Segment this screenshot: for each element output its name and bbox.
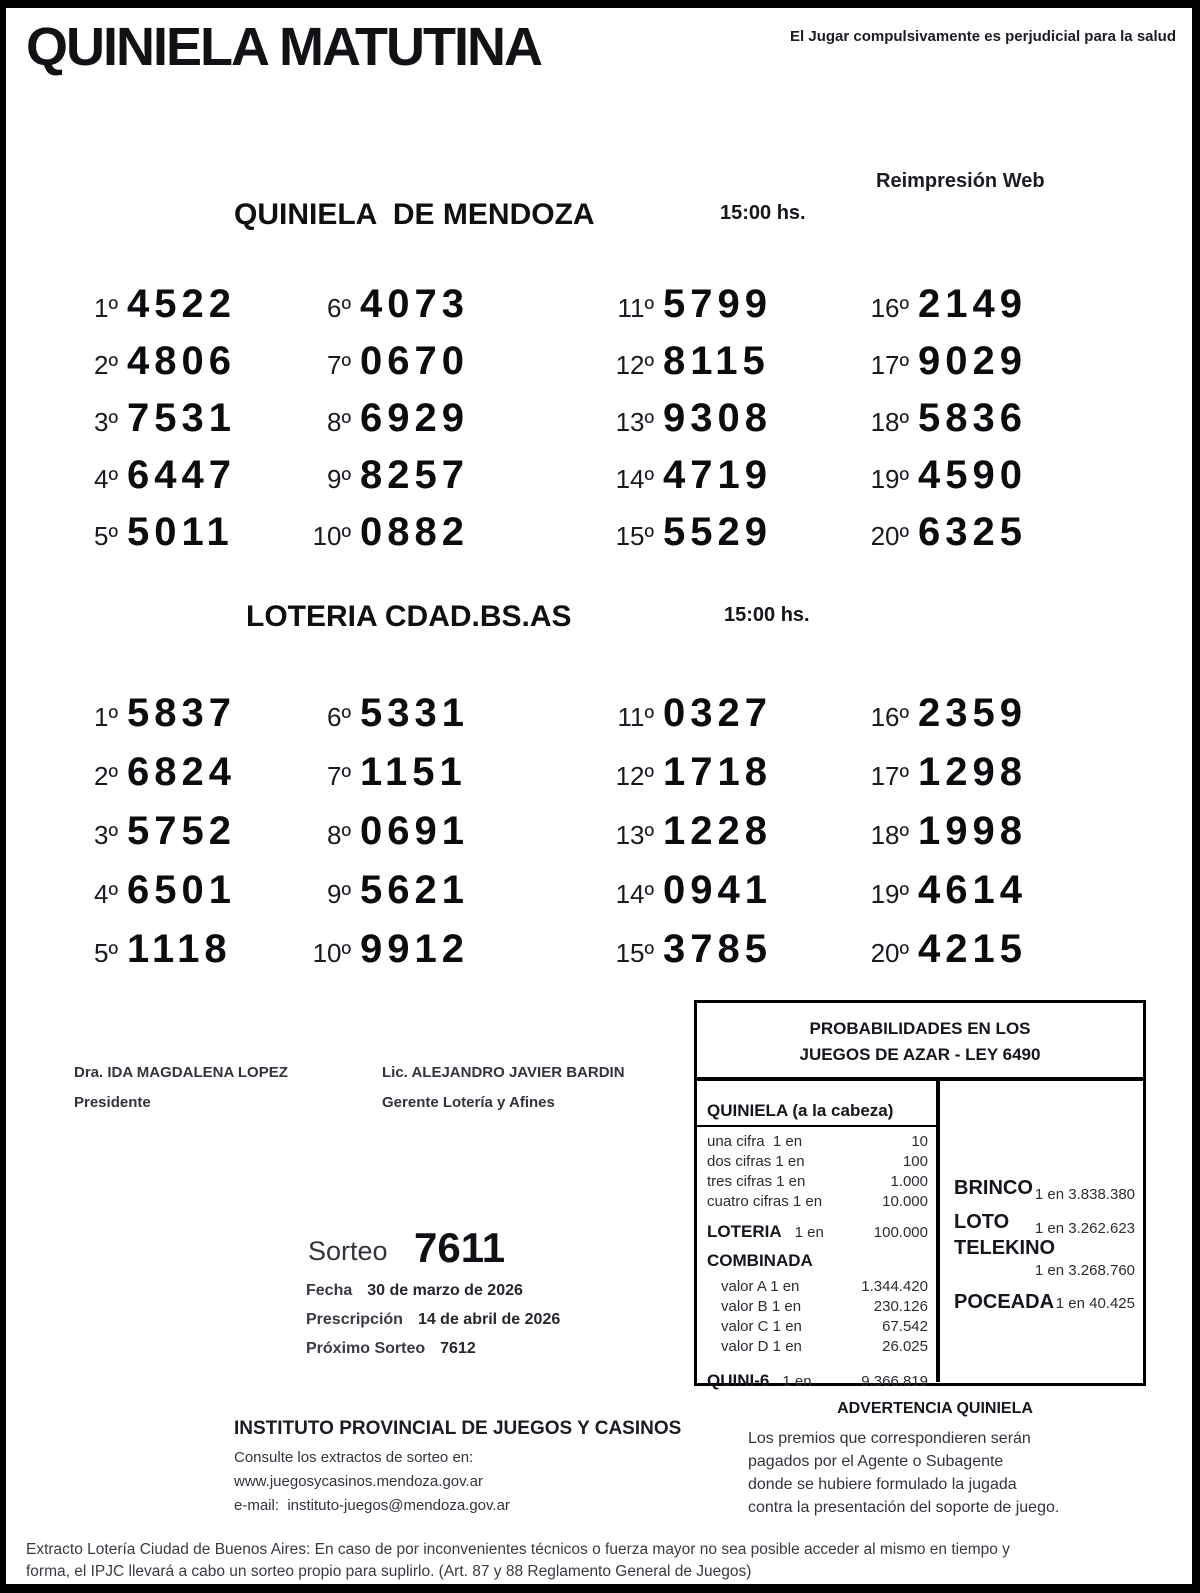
footer-line2: forma, el IPJC llevará a cabo un sorteo propio para suplirlo. (Art. 87 y 88 Reglamento General de Juegos) bbox=[26, 1563, 752, 1580]
loto-value: 1 en 3.262.623 bbox=[1034, 1220, 1135, 1237]
result-cell bbox=[295, 809, 598, 854]
result-position: 4º bbox=[94, 464, 118, 494]
institute-website: www.juegosycasinos.mendoza.gov.ar bbox=[234, 1473, 484, 1490]
result-position: 16º bbox=[870, 702, 909, 732]
advertencia-line: donde se hubiere formulado la jugada bbox=[748, 1476, 1017, 1493]
telekino-prob-row bbox=[954, 1237, 1135, 1260]
result-cell bbox=[295, 396, 598, 441]
result-cell bbox=[295, 339, 598, 384]
result-position: 19º bbox=[870, 464, 909, 494]
prob-row bbox=[707, 1277, 928, 1297]
prob-row-label: valor C 1 en bbox=[721, 1318, 802, 1335]
result-cell bbox=[598, 339, 853, 384]
result-position: 5º bbox=[94, 521, 118, 551]
institute-name: INSTITUTO PROVINCIAL DE JUEGOS Y CASINOS bbox=[234, 1418, 682, 1439]
probabilities-left-column bbox=[697, 1081, 940, 1390]
institute-consult-line: Consulte los extractos de sorteo en: bbox=[234, 1449, 474, 1466]
result-position: 8º bbox=[327, 820, 351, 850]
result-cell bbox=[853, 809, 1152, 854]
prob-row-label: tres cifras 1 en bbox=[707, 1173, 806, 1190]
result-cell bbox=[295, 510, 598, 555]
loto-prob-row bbox=[954, 1211, 1135, 1237]
result-position: 11º bbox=[617, 293, 654, 323]
probabilities-title bbox=[697, 1003, 1143, 1081]
brinco-label: BRINCO bbox=[954, 1177, 1033, 1199]
signature-role-president: Presidente bbox=[74, 1094, 151, 1111]
result-cell bbox=[62, 809, 295, 854]
footer-note bbox=[26, 1539, 1010, 1583]
quini6-label: QUINI-6 bbox=[707, 1371, 770, 1390]
result-position: 2º bbox=[94, 350, 118, 380]
result-cell bbox=[853, 691, 1152, 736]
result-position: 20º bbox=[870, 521, 909, 551]
result-cell bbox=[598, 927, 853, 972]
telekino-value: 1 en 3.268.760 bbox=[1034, 1262, 1135, 1279]
advertencia-title: ADVERTENCIA QUINIELA bbox=[837, 1400, 1033, 1417]
result-cell bbox=[853, 282, 1152, 327]
combinada-header: COMBINADA bbox=[707, 1251, 813, 1270]
result-cell bbox=[598, 396, 853, 441]
health-warning: El Jugar compulsivamente es perjudicial para la salud bbox=[790, 28, 1176, 45]
result-cell bbox=[598, 750, 853, 795]
result-number: 5799 bbox=[663, 282, 772, 326]
result-position: 1º bbox=[94, 293, 118, 323]
probabilities-right-column bbox=[940, 1081, 1143, 1382]
result-cell bbox=[598, 868, 853, 913]
advertencia-line: Los premios que correspondieren serán bbox=[748, 1430, 1031, 1447]
result-cell bbox=[295, 453, 598, 498]
loteria-mid: 1 en bbox=[794, 1224, 824, 1241]
prob-row-value: 10.000 bbox=[882, 1193, 928, 1210]
result-position: 5º bbox=[94, 938, 118, 968]
prescripcion-value: 14 de abril de 2026 bbox=[417, 1311, 561, 1328]
draw-time-bsas: 15:00 hs. bbox=[724, 604, 810, 626]
result-number: 7531 bbox=[127, 396, 236, 440]
result-number: 4614 bbox=[918, 868, 1027, 912]
draw-title-bsas: LOTERIA CDAD.BS.AS bbox=[246, 600, 572, 633]
prob-row-value: 1.344.420 bbox=[861, 1278, 928, 1295]
result-number: 0670 bbox=[360, 339, 469, 383]
result-position: 16º bbox=[870, 293, 909, 323]
result-cell bbox=[598, 282, 853, 327]
result-position: 13º bbox=[615, 407, 654, 437]
quini6-prob-row bbox=[707, 1371, 928, 1392]
result-cell bbox=[62, 750, 295, 795]
draw-time-mendoza: 15:00 hs. bbox=[720, 202, 806, 224]
result-position: 1º bbox=[94, 702, 118, 732]
result-cell bbox=[62, 691, 295, 736]
result-position: 9º bbox=[327, 464, 351, 494]
result-number: 6447 bbox=[127, 453, 236, 497]
result-number: 8115 bbox=[663, 339, 770, 383]
loto-label: LOTO bbox=[954, 1211, 1010, 1233]
proximo-sorteo-row bbox=[306, 1340, 476, 1358]
result-position: 3º bbox=[94, 820, 118, 850]
result-number: 4806 bbox=[127, 339, 236, 383]
signature-role-manager: Gerente Lotería y Afines bbox=[382, 1094, 555, 1111]
result-position: 15º bbox=[615, 521, 654, 551]
result-cell bbox=[62, 282, 295, 327]
footer-line1: Extracto Lotería Ciudad de Buenos Aires: En caso de por inconvenientes técnicos o fuerza mayor no sea posible acceder al mismo en tiempo y bbox=[26, 1541, 1010, 1558]
poceada-prob-row bbox=[954, 1291, 1135, 1314]
result-number: 4522 bbox=[127, 282, 236, 326]
signature-name-manager: Lic. ALEJANDRO JAVIER BARDIN bbox=[382, 1064, 625, 1081]
result-number: 0691 bbox=[360, 809, 469, 853]
result-number: 1118 bbox=[127, 927, 232, 971]
result-number: 4719 bbox=[663, 453, 772, 497]
result-number: 2359 bbox=[918, 691, 1027, 735]
result-number: 2149 bbox=[918, 282, 1027, 326]
result-position: 6º bbox=[327, 293, 351, 323]
quini6-value: 9.366.819 bbox=[861, 1373, 928, 1390]
fecha-label: Fecha bbox=[306, 1282, 353, 1299]
result-number: 4215 bbox=[918, 927, 1027, 971]
result-number: 1151 bbox=[360, 750, 467, 794]
result-position: 2º bbox=[94, 761, 118, 791]
result-cell bbox=[62, 868, 295, 913]
result-number: 5836 bbox=[918, 396, 1027, 440]
advertencia-line: pagados por el Agente o Subagente bbox=[748, 1453, 1004, 1470]
result-cell bbox=[853, 453, 1152, 498]
advertencia-line: contra la presentación del soporte de juego. bbox=[748, 1499, 1060, 1516]
prob-row-value: 26.025 bbox=[882, 1338, 928, 1355]
prob-row bbox=[707, 1297, 928, 1317]
result-number: 6824 bbox=[127, 750, 236, 794]
result-number: 9308 bbox=[663, 396, 772, 440]
brinco-prob-row bbox=[954, 1177, 1135, 1203]
result-number: 1718 bbox=[663, 750, 772, 794]
prob-row bbox=[707, 1337, 928, 1357]
result-cell bbox=[853, 868, 1152, 913]
result-cell bbox=[295, 691, 598, 736]
result-cell bbox=[62, 927, 295, 972]
prob-row bbox=[707, 1152, 928, 1172]
result-cell bbox=[598, 809, 853, 854]
prescripcion-row bbox=[306, 1311, 560, 1329]
result-position: 11º bbox=[617, 702, 654, 732]
quiniela-prob-divider bbox=[697, 1125, 936, 1127]
prob-row bbox=[707, 1317, 928, 1337]
result-position: 14º bbox=[615, 879, 654, 909]
result-position: 13º bbox=[615, 820, 654, 850]
result-number: 5621 bbox=[360, 868, 469, 912]
prob-row-label: valor D 1 en bbox=[721, 1338, 802, 1355]
institute-block bbox=[234, 1418, 681, 1521]
result-cell bbox=[62, 510, 295, 555]
probabilities-box bbox=[694, 1000, 1146, 1390]
probabilities-title-line1: PROBABILIDADES EN LOS bbox=[809, 1019, 1031, 1038]
result-position: 15º bbox=[615, 938, 654, 968]
proximo-sorteo-label: Próximo Sorteo bbox=[306, 1340, 426, 1357]
prob-row-value: 67.542 bbox=[882, 1318, 928, 1335]
prob-row bbox=[707, 1172, 928, 1192]
loteria-prob-row bbox=[707, 1222, 928, 1243]
result-cell bbox=[598, 510, 853, 555]
result-position: 10º bbox=[312, 938, 351, 968]
result-number: 6929 bbox=[360, 396, 469, 440]
result-number: 8257 bbox=[360, 453, 469, 497]
result-number: 9912 bbox=[360, 927, 469, 971]
result-position: 3º bbox=[94, 407, 118, 437]
prob-row-value: 10 bbox=[911, 1133, 928, 1150]
fecha-value: 30 de marzo de 2026 bbox=[367, 1282, 523, 1299]
sorteo-number: 7611 bbox=[414, 1224, 506, 1271]
result-position: 7º bbox=[327, 350, 351, 380]
result-cell bbox=[62, 396, 295, 441]
result-cell bbox=[295, 750, 598, 795]
result-position: 9º bbox=[327, 879, 351, 909]
results-grid-mendoza bbox=[62, 276, 1152, 561]
result-number: 1298 bbox=[918, 750, 1027, 794]
result-cell bbox=[295, 868, 598, 913]
prob-row-label: valor A 1 en bbox=[721, 1278, 800, 1295]
result-position: 10º bbox=[312, 521, 351, 551]
result-cell bbox=[853, 339, 1152, 384]
reprint-label: Reimpresión Web bbox=[876, 170, 1045, 192]
result-number: 5011 bbox=[127, 510, 234, 554]
result-number: 9029 bbox=[918, 339, 1027, 383]
result-cell bbox=[853, 927, 1152, 972]
result-number: 5752 bbox=[127, 809, 236, 853]
result-cell bbox=[598, 453, 853, 498]
prob-row-label: una cifra 1 en bbox=[707, 1133, 803, 1150]
draw-title-mendoza: QUINIELA DE MENDOZA bbox=[234, 198, 595, 231]
result-number: 0327 bbox=[663, 691, 772, 735]
prescripcion-label: Prescripción bbox=[306, 1311, 403, 1328]
result-position: 4º bbox=[94, 879, 118, 909]
result-number: 1998 bbox=[918, 809, 1027, 853]
proximo-sorteo-value: 7612 bbox=[440, 1340, 476, 1357]
prob-row bbox=[707, 1192, 928, 1212]
result-cell bbox=[853, 750, 1152, 795]
result-number: 6501 bbox=[127, 868, 236, 912]
result-number: 1228 bbox=[663, 809, 772, 853]
sorteo-label: Sorteo bbox=[308, 1236, 388, 1266]
result-position: 20º bbox=[870, 938, 909, 968]
prob-row-value: 1.000 bbox=[890, 1173, 928, 1190]
result-position: 19º bbox=[870, 879, 909, 909]
result-position: 12º bbox=[615, 761, 654, 791]
loteria-value: 100.000 bbox=[873, 1224, 928, 1241]
prob-row bbox=[707, 1132, 928, 1152]
signature-name-president: Dra. IDA MAGDALENA LOPEZ bbox=[74, 1064, 288, 1081]
result-position: 6º bbox=[327, 702, 351, 732]
institute-email: e-mail: instituto-juegos@mendoza.gov.ar bbox=[234, 1497, 510, 1514]
result-cell bbox=[853, 396, 1152, 441]
prob-row-label: valor B 1 en bbox=[721, 1298, 802, 1315]
quiniela-prob-header: QUINIELA (a la cabeza) bbox=[707, 1101, 894, 1120]
result-position: 18º bbox=[870, 820, 909, 850]
result-position: 7º bbox=[327, 761, 351, 791]
advertencia-block bbox=[748, 1400, 1122, 1519]
brinco-value: 1 en 3.838.380 bbox=[1034, 1186, 1135, 1203]
result-number: 0941 bbox=[663, 868, 772, 912]
result-position: 14º bbox=[615, 464, 654, 494]
poceada-label: POCEADA bbox=[954, 1291, 1055, 1313]
result-position: 17º bbox=[870, 350, 909, 380]
result-number: 0882 bbox=[360, 510, 469, 554]
page-title: QUINIELA MATUTINA bbox=[26, 17, 541, 77]
result-cell bbox=[295, 282, 598, 327]
prob-row-label: cuatro cifras 1 en bbox=[707, 1193, 823, 1210]
result-position: 17º bbox=[870, 761, 909, 791]
results-grid-bsas bbox=[62, 684, 1152, 979]
result-cell bbox=[853, 510, 1152, 555]
result-cell bbox=[598, 691, 853, 736]
result-number: 5529 bbox=[663, 510, 772, 554]
result-number: 6325 bbox=[918, 510, 1027, 554]
result-position: 8º bbox=[327, 407, 351, 437]
result-number: 4073 bbox=[360, 282, 469, 326]
loteria-label: LOTERIA bbox=[707, 1222, 782, 1241]
result-cell bbox=[295, 927, 598, 972]
prob-row-label: dos cifras 1 en bbox=[707, 1153, 805, 1170]
result-position: 18º bbox=[870, 407, 909, 437]
probabilities-title-line2: JUEGOS DE AZAR - LEY 6490 bbox=[799, 1044, 1041, 1064]
fecha-row bbox=[306, 1282, 523, 1300]
result-number: 5331 bbox=[360, 691, 469, 735]
poceada-value: 1 en 40.425 bbox=[1055, 1295, 1135, 1312]
result-number: 4590 bbox=[918, 453, 1027, 497]
result-number: 5837 bbox=[127, 691, 236, 735]
prob-row-value: 100 bbox=[902, 1153, 928, 1170]
result-cell bbox=[62, 339, 295, 384]
quini6-mid: 1 en bbox=[782, 1373, 812, 1390]
prob-row-value: 230.126 bbox=[873, 1298, 928, 1315]
telekino-label: TELEKINO bbox=[954, 1237, 1056, 1259]
result-position: 12º bbox=[615, 350, 654, 380]
result-cell bbox=[62, 453, 295, 498]
result-number: 3785 bbox=[663, 927, 772, 971]
